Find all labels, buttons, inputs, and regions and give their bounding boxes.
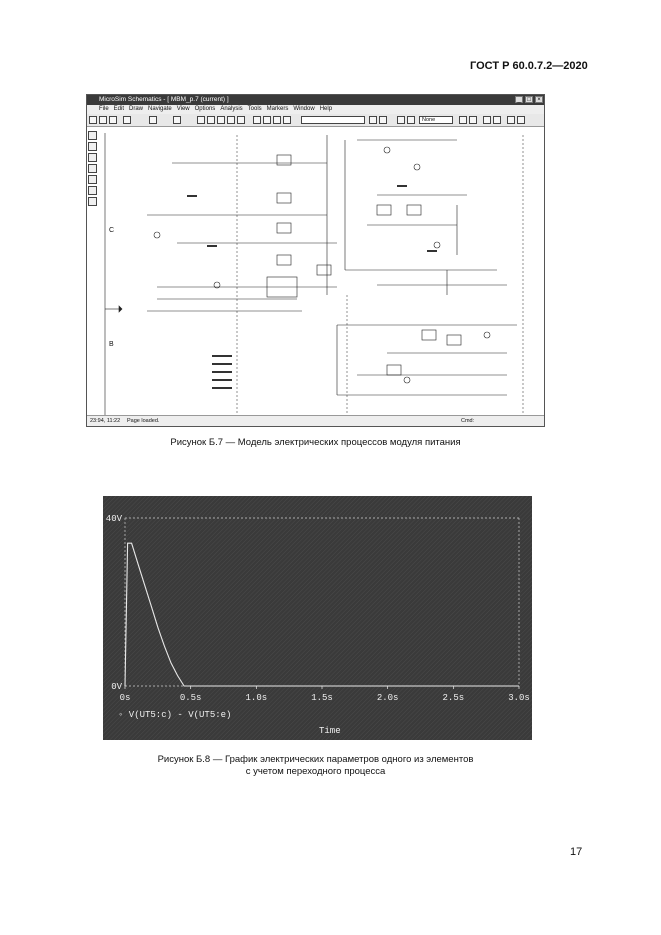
minimize-button[interactable]: _: [515, 96, 523, 103]
figure-b8-caption-line1: Рисунок Б.8 — График электрических параметров одного из элементов: [157, 754, 474, 765]
plot-background: [103, 496, 532, 740]
status-message: Page loaded.: [127, 418, 160, 424]
style-combo[interactable]: None: [419, 116, 453, 124]
x-axis-label: Time: [319, 726, 341, 736]
menu-analysis[interactable]: Analysis: [220, 106, 243, 112]
transient-plot: [103, 496, 532, 740]
y-tick-label: 0V: [111, 682, 122, 692]
zone-label-c: C: [109, 227, 115, 234]
x-tick-label: 0.5s: [179, 693, 202, 703]
menu-view[interactable]: View: [176, 106, 190, 112]
status-bar: [87, 415, 544, 426]
x-tick-label: 0s: [119, 693, 131, 703]
x-tick-label: 3.0s: [508, 693, 530, 703]
menu-tools[interactable]: Tools: [247, 106, 262, 112]
document-number: ГОСТ Р 60.0.7.2—2020: [470, 60, 588, 72]
legend-text: ◦ V(UT5:c) - V(UT5:e): [118, 710, 232, 720]
menu-markers[interactable]: Markers: [266, 106, 289, 112]
menu-navigate[interactable]: Navigate: [148, 106, 172, 112]
y-tick-label: 40V: [105, 514, 122, 524]
schematic-window: [86, 94, 545, 427]
menu-draw[interactable]: Draw: [129, 106, 144, 112]
x-tick-label: 2.0s: [376, 693, 399, 703]
close-button[interactable]: ×: [535, 96, 543, 103]
menu-help[interactable]: Help: [319, 106, 333, 112]
schematic-canvas[interactable]: [87, 95, 545, 427]
x-tick-label: 1.5s: [311, 693, 333, 703]
status-cmd: Cmd:: [461, 418, 475, 424]
menu-options[interactable]: Options: [194, 106, 216, 112]
window-title: MicroSim Schematics - [ MBM_p.7 (current) ]: [99, 96, 229, 103]
menu-window[interactable]: Window: [293, 106, 315, 112]
x-tick-label: 1.0s: [245, 693, 268, 703]
zone-label-b: B: [109, 341, 114, 348]
figure-b7-caption: Рисунок Б.7 — Модель электрических процессов модуля питания: [170, 437, 461, 448]
menu-file[interactable]: File: [99, 106, 109, 112]
menu-edit[interactable]: Edit: [113, 106, 125, 112]
x-tick-label: 2.5s: [442, 693, 465, 703]
figure-b8-caption-line2: с учетом переходного процесса: [245, 766, 386, 777]
status-coordinates: 23:94, 11:22: [90, 418, 121, 424]
maximize-button[interactable]: □: [525, 96, 533, 103]
page-number: 17: [570, 846, 583, 858]
